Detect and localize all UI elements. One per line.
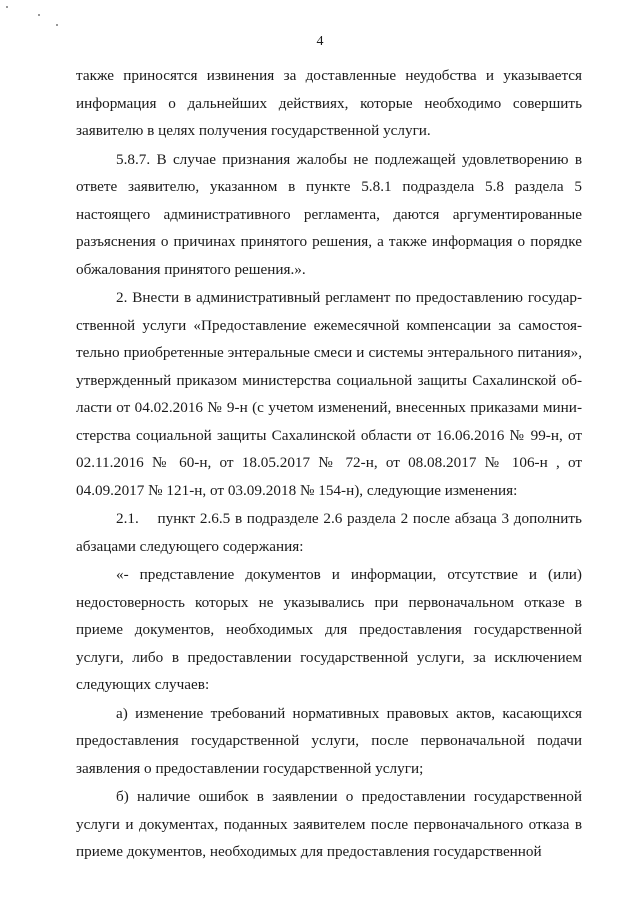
document-body: [76, 62, 586, 867]
paragraph-subitem-a: а) изменение требований нормативных правовых актов, касающихся предоставления государственной услуги, после первоначальной подачи заявления о предоставлении государственной услуги;: [76, 704, 582, 777]
paragraph-item-2: 2. Внести в административный регламент по предоставлению государственной услуги «Предоставление ежемесячной компенсации за самостоятельно приобретенные энтеральные смеси и системы энтерального питания», утвержденный приказом министерства социальной защиты Сахалинской области от 04.02.2016 № 9-н (с учетом изменений, внесенных приказами министерства социальной защиты Сахалинской области от 16.06.2016 № 99-н, от 02.11.2016 № 60-н, от 18.05.2017 № 72-н, от 08.08.2017 № 106-н , от 04.09.2017 № 121-н, от 03.09.2018 № 154-н), следующие изменения:: [76, 289, 582, 499]
paragraph-5-8-7: 5.8.7. В случае признания жалобы не подлежащей удовлетворению в ответе заявителю, указанном в пункте 5.8.1 подраздела 5.8 раздела 5 настоящего административного регламента, даются аргументированные разъяснения о причинах принятого решения, а также информация о порядке обжалования принятого решения.».: [76, 150, 582, 278]
paragraph-continuation: также приносятся извинения за доставленные неудобства и указывается информация о дальнейших действиях, которые необходимо совершить заявителю в целях получения государственной услуги.: [76, 67, 582, 139]
paragraph-item-2-1: 2.1. пункт 2.6.5 в подразделе 2.6 раздела 2 после абзаца 3 дополнить абзацами следующего содержания:: [76, 510, 586, 555]
page-number: 4: [316, 34, 324, 49]
paragraph-subitem-b: б) наличие ошибок в заявлении о предоставлении государственной услуги и документах, поданных заявителем после первоначального отказа в приеме документов, необходимых для предоставления государственной: [76, 788, 582, 860]
scan-speck: [6, 6, 8, 8]
scan-speck: [38, 14, 40, 16]
paragraph-quote-start: «- представление документов и информации, отсутствие и (или) недостоверность которых не указывались при первоначальном отказе в приеме документов, необходимых для предоставления государственной услуги, либо в предоставлении государственной услуги, за исключением следующих случаев:: [76, 566, 582, 693]
scan-speck: [56, 24, 58, 26]
